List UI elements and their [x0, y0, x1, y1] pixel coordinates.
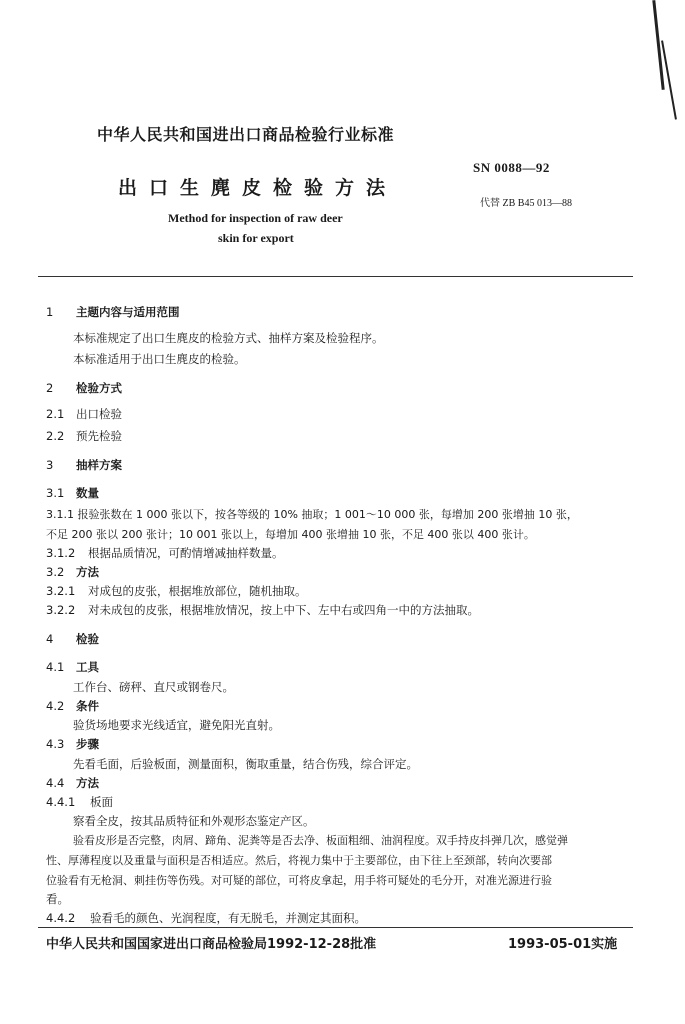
effective-date: 1993-05-01实施 — [508, 937, 618, 952]
clause-text: 对未成包的皮张，根据堆放情况，按上中下、左中右或四角一中的方法抽取。 — [88, 603, 479, 617]
clause-title: 方法 — [76, 776, 99, 790]
clause-number: 3.2 — [46, 565, 65, 579]
section-title: 检验方式 — [76, 381, 122, 395]
standard-code: SN 0088—92 — [473, 160, 550, 175]
section-3-heading — [46, 457, 122, 473]
section-title: 检验 — [76, 632, 99, 646]
clause-4-4-1 — [46, 794, 113, 810]
section-number: 4 — [46, 632, 54, 646]
clause-4-4 — [46, 775, 99, 791]
paragraph: 先看毛面，后验板面，测量面积，衡取重量，结合伤残，综合评定。 — [73, 757, 418, 771]
clause-number: 3.1.2 — [46, 546, 76, 560]
document-title: 出口生麂皮检验方法 — [118, 177, 398, 199]
clause-2-1 — [46, 406, 122, 422]
section-title: 主题内容与适用范围 — [76, 305, 180, 319]
clause-3-2-2 — [46, 602, 479, 618]
clause-number: 4.3 — [46, 737, 65, 751]
clause-number: 3.2.2 — [46, 603, 76, 617]
clause-number: 4.4 — [46, 776, 65, 790]
clause-number: 4.2 — [46, 699, 65, 713]
clause-4-2 — [46, 698, 99, 714]
section-title: 抽样方案 — [76, 458, 122, 472]
clause-text: 出口检验 — [76, 407, 122, 421]
clause-title: 数量 — [76, 486, 99, 500]
clause-text: 根据品质情况，可酌情增减抽样数量。 — [88, 546, 284, 560]
paragraph-line: 看。 — [46, 892, 69, 906]
section-1-heading — [46, 304, 180, 320]
clause-3-1-2 — [46, 545, 284, 561]
clause-3-1-1-line1: 3.1.1 报验张数在 1 000 张以下，按各等级的 10% 抽取；1 001～10 000 张，每增加 200 张增抽 10 张， — [46, 508, 578, 521]
paragraph-line: 性、厚薄程度以及重量与面积是否相适应。然后，将视力集中于主要部位，由下往上至颈部，转向次要部 — [46, 854, 552, 867]
clause-title: 条件 — [76, 699, 99, 713]
clause-4-1 — [46, 659, 99, 675]
clause-text: 验看毛的颜色、光润程度，有无脱毛，并测定其面积。 — [90, 911, 366, 925]
paragraph: 本标准适用于出口生麂皮的检验。 — [73, 352, 246, 366]
section-2-heading — [46, 380, 122, 396]
clause-text: 预先检验 — [76, 429, 122, 443]
paragraph-line: 验看皮形是否完整，肉屑、蹄角、泥粪等是否去净、板面粗细、油润程度。双手持皮抖弹几次，感觉弹 — [73, 834, 568, 847]
standard-category-title: 中华人民共和国进出口商品检验行业标准 — [97, 125, 395, 144]
clause-title: 步骤 — [76, 737, 99, 751]
section-number: 1 — [46, 305, 54, 319]
paragraph: 工作台、磅秤、直尺或钢卷尺。 — [73, 680, 234, 694]
clause-title: 方法 — [76, 565, 99, 579]
paragraph: 验货场地要求光线适宜，避免阳光直射。 — [73, 718, 280, 732]
clause-number: 4.4.2 — [46, 911, 76, 925]
replaces-standard: 代替 ZB B45 013—88 — [480, 198, 572, 209]
english-title-line2: skin for export — [218, 231, 294, 245]
clause-3-2-1 — [46, 583, 307, 599]
clause-number: 4.1 — [46, 660, 65, 674]
clause-4-4-2 — [46, 910, 366, 926]
paragraph: 察看全皮，按其品质特征和外观形态鉴定产区。 — [73, 814, 315, 828]
section-number: 3 — [46, 458, 54, 472]
clause-2-2 — [46, 428, 122, 444]
clause-number: 4.4.1 — [46, 795, 76, 809]
section-number: 2 — [46, 381, 54, 395]
clause-text: 板面 — [90, 795, 113, 809]
clause-3-1 — [46, 485, 99, 501]
clause-text: 对成包的皮张，根据堆放部位，随机抽取。 — [88, 584, 307, 598]
clause-number: 2.1 — [46, 407, 65, 421]
footer-divider — [38, 927, 633, 928]
clause-4-3 — [46, 736, 99, 752]
clause-number: 3.2.1 — [46, 584, 76, 598]
approval-line: 中华人民共和国国家进出口商品检验局1992-12-28批准 — [46, 937, 377, 952]
clause-3-2 — [46, 564, 99, 580]
header-divider — [38, 276, 633, 277]
clause-number: 3.1 — [46, 486, 65, 500]
section-4-heading — [46, 631, 99, 647]
clause-3-1-1-line2: 不足 200 张以 200 张计；10 001 张以上，每增加 400 张增抽 10 张，不足 400 张以 400 张计。 — [46, 528, 535, 541]
english-title-line1: Method for inspection of raw deer — [168, 211, 343, 225]
paragraph-line: 位验看有无枪洞、刺挂伤等伤残。对可疑的部位，可将皮拿起，用手将可疑处的毛分开，对准光源进行验 — [46, 874, 552, 887]
clause-title: 工具 — [76, 660, 99, 674]
paragraph: 本标准规定了出口生麂皮的检验方式、抽样方案及检验程序。 — [73, 331, 384, 345]
clause-number: 2.2 — [46, 429, 65, 443]
